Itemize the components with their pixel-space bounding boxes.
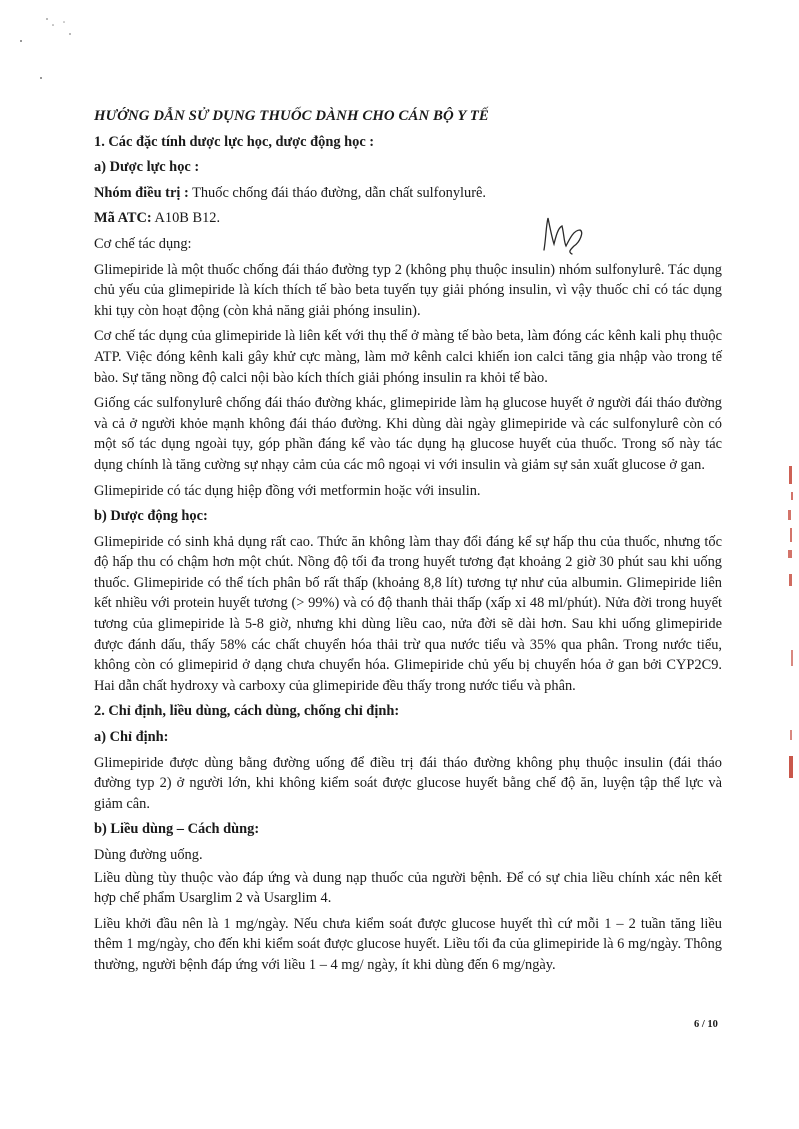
scan-speckles (0, 0, 80, 90)
paragraph: Liều khởi đầu nên là 1 mg/ngày. Nếu chưa kiểm soát được glucose huyết thì cứ mỗi 1 – 2 tuần tăng liều thêm 1 mg/ngày, cho đến khi kiểm soát được glucose huyết. Liều tối đa của glimepiride là 6 mg/ngày. Thông thường, người bệnh đáp ứng với liều 1 – 4 mg/ ngày, ít khi dùng đến 6 mg/ngày. (94, 915, 722, 973)
atc-code-value: A10B B12. (151, 210, 221, 227)
subheading-pharmacokinetics: b) Dược động học: (94, 508, 208, 525)
therapeutic-group-label: Nhóm điều trị : (94, 184, 189, 201)
section-heading-2: 2. Chỉ định, liều dùng, cách dùng, chống chỉ định: (94, 703, 400, 720)
stamp-edge-marks (783, 462, 799, 782)
paragraph: Liều dùng tùy thuộc vào đáp ứng và dung nạp thuốc của người bệnh. Để có sự chia liều chính xác nên kết hợp chế phẩm Usarglim 2 và Usarglim 4. (94, 869, 722, 907)
paragraph: Glimepiride có tác dụng hiệp đồng với metformin hoặc với insulin. (94, 482, 481, 499)
subheading-pharmacodynamics: a) Dược lực học : (94, 159, 200, 176)
section-heading-1: 1. Các đặc tính dược lực học, dược động học : (94, 133, 375, 150)
atc-code-label: Mã ATC: (94, 210, 152, 227)
therapeutic-group-value: Thuốc chống đái tháo đường, dẫn chất sulfonylurê. (188, 184, 487, 201)
therapeutic-group-line (94, 183, 722, 204)
paragraph: Glimepiride được dùng bằng đường uống để điều trị đái tháo đường không phụ thuộc insulin (đái tháo đường typ 2) ở người lớn, khi không kiểm soát được glucose huyết bằng chế độ ăn, luyện tập thể lực và giảm cân. (94, 754, 722, 812)
subheading-indications: a) Chỉ định: (94, 729, 169, 746)
paragraph: Glimepiride là một thuốc chống đái tháo đường typ 2 (không phụ thuộc insulin) nhóm sulfonylurê. Tác dụng chủ yếu của glimepiride là kích thích tế bào beta tuyến tụy giải phóng insulin, vì vậy thuốc chỉ có tác dụng khi tụy còn hoạt động (còn khả năng giải phóng insulin). (94, 261, 722, 319)
handwritten-initials (540, 212, 590, 256)
subheading-dosage: b) Liều dùng – Cách dùng: (94, 821, 260, 838)
mechanism-label: Cơ chế tác dụng: (94, 235, 192, 252)
paragraph: Glimepiride có sinh khả dụng rất cao. Thức ăn không làm thay đổi đáng kể sự hấp thu của thuốc, nhưng tốc độ hấp thu có chậm hơn một chút. Nồng độ tối đa trong huyết tương đạt khoảng 2 giờ 30 phút sau khi uống thuốc. Glimepiride có thể tích phân bố rất thấp (khoảng 8,8 lít) tương tự như của albumin. Glimepiride liên kết nhiều với protein huyết tương (> 99%) và có độ thanh thải thấp (xấp xỉ 48 ml/phút). Nửa đời trong huyết tương của glimepiride là 5-8 giờ, nhưng khi dùng liều cao, nửa đời sẽ dài hơn. Sau khi uống glimepiride được đánh dấu, thấy 58% các chất chuyển hóa thải trừ qua nước tiểu và 35% qua phân. Trong nước tiểu, không còn có glimepirid ở dạng chưa chuyển hóa. Glimepiride chủ yếu bị chuyển hóa ở gan bởi CYP2C9. Hai dẫn chất hydroxy và carboxy của glimepiride đều thấy trong nước tiểu và phân. (94, 533, 722, 694)
page-title: HƯỚNG DẪN SỬ DỤNG THUỐC DÀNH CHO CÁN BỘ Y TẾ (94, 108, 489, 124)
document-body (94, 106, 722, 981)
atc-code-line (94, 208, 722, 229)
page-number: 6 / 10 (694, 1019, 718, 1030)
paragraph: Dùng đường uống. (94, 847, 203, 863)
paragraph: Cơ chế tác dụng của glimepiride là liên kết với thụ thể ở màng tế bào beta, làm đóng các kênh kali phụ thuộc ATP. Việc đóng kênh kali gây khử cực màng, làm mở kênh calci khiến ion calci tăng gia nhập vào trong tế bào. Sự tăng nồng độ calci nội bào kích thích giải phóng insulin ra khỏi tế bào. (94, 328, 722, 386)
paragraph: Giống các sulfonylurê chống đái tháo đường khác, glimepiride làm hạ glucose huyết ở người đái tháo đường và cả ở người khỏe mạnh không đái tháo đường. Khi dùng dài ngày glimepiride và các sulfonylurê còn có một số tác dụng ngoài tụy, góp phần đáng kể vào tác dụng hạ glucose huyết của thuốc. Trong số này tác dụng chính là tăng cường sự nhạy cảm của các mô ngoại vi với insulin và giảm sự sản xuất glucose ở gan. (94, 395, 722, 473)
